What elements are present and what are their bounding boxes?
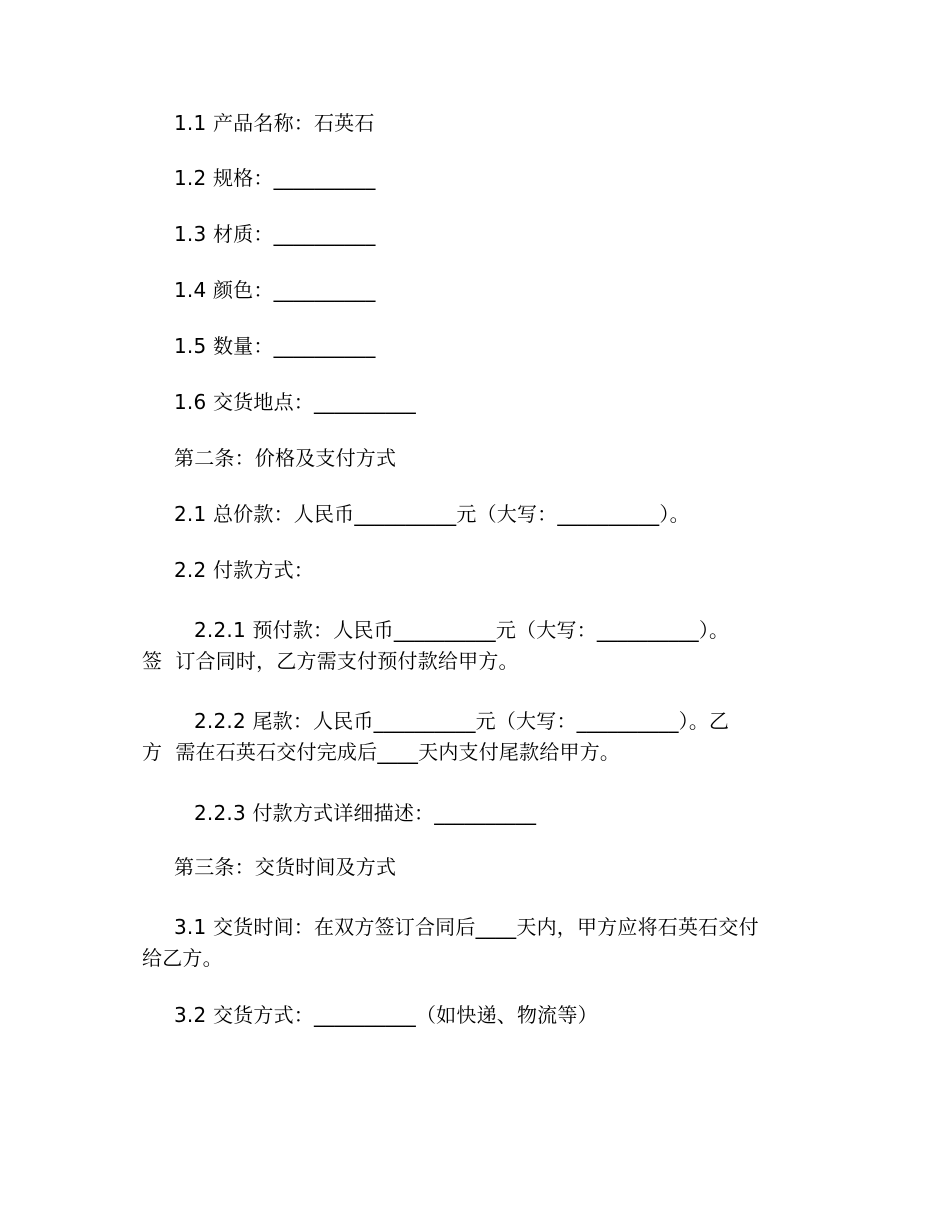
- clause-2-1-total-price: 2.1 总价款：人民币__________元（大写：__________）。: [174, 502, 690, 526]
- clause-1-5-quantity: 1.5 数量：__________: [174, 334, 376, 358]
- article-2-heading: 第二条：价格及支付方式: [174, 446, 397, 470]
- clause-1-1-product-name: 1.1 产品名称：石英石: [174, 111, 375, 135]
- clause-1-3-material: 1.3 材质：__________: [174, 222, 376, 246]
- clause-1-6-delivery-place: 1.6 交货地点：__________: [174, 390, 416, 414]
- clause-3-1-delivery-time-cont: 给乙方。: [142, 946, 223, 970]
- clause-1-4-color: 1.4 颜色：__________: [174, 278, 376, 302]
- clause-2-2-2-final-payment: 2.2.2 尾款：人民币__________元（大写：__________）。乙: [194, 709, 730, 733]
- clause-3-1-delivery-time: 3.1 交货时间：在双方签订合同后____天内，甲方应将石英石交付: [174, 915, 759, 939]
- clause-2-2-payment-method: 2.2 付款方式：: [174, 558, 314, 582]
- clause-2-2-1-prepayment: 2.2.1 预付款：人民币__________元（大写：__________）。: [194, 618, 730, 642]
- clause-2-2-2-final-payment-cont: 方 需在石英石交付完成后____天内支付尾款给甲方。: [142, 740, 621, 764]
- clause-2-2-3-payment-details: 2.2.3 付款方式详细描述：__________: [194, 801, 537, 825]
- clause-3-2-delivery-method: 3.2 交货方式：__________（如快递、物流等）: [174, 1003, 598, 1027]
- article-3-heading: 第三条：交货时间及方式: [174, 855, 397, 879]
- clause-1-2-specification: 1.2 规格：__________: [174, 166, 376, 190]
- clause-2-2-1-prepayment-cont: 签 订合同时，乙方需支付预付款给甲方。: [142, 649, 519, 673]
